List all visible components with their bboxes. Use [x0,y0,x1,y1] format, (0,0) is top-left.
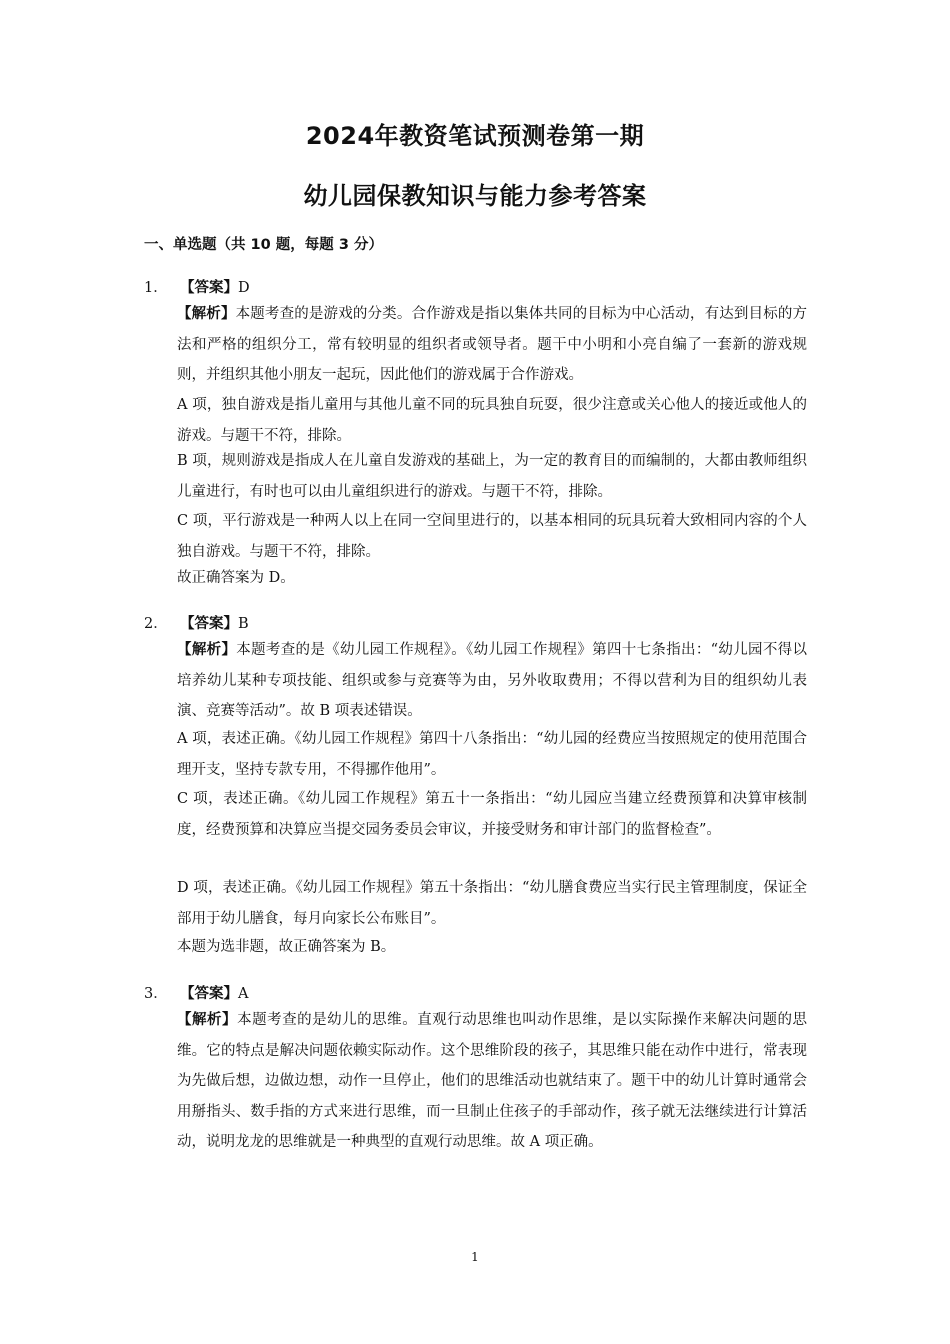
answer-line [144,276,250,297]
analysis-label: 【解析】 [177,642,237,658]
option-explanation: D 项，表述正确。《幼儿园工作规程》第五十条指出：“幼儿膳食费应当实行民主管理制度，保证全部用于幼儿膳食，每月向家长公布账目”。 [177,880,807,927]
answer-label: 【答案】 [180,280,238,296]
analysis-text: 本题考查的是《幼儿园工作规程》。《幼儿园工作规程》第四十七条指出：“幼儿园不得以培养幼儿某种专项技能、组织或参与竞赛等为由，另外收取费用；不得以营利为目的组织幼儿表演、竞赛等活动”。故 B 项表述错误。 [177,642,807,719]
document-subtitle: 幼儿园保教知识与能力参考答案 [303,182,647,210]
analysis-paragraph [177,1005,807,1158]
analysis-text: 本题考查的是游戏的分类。合作游戏是指以集体共同的目标为中心活动，有达到目标的方法和严格的组织分工，常有较明显的组织者或领导者。题干中小明和小亮自编了一套新的游戏规则，并组织其他小朋友一起玩，因此他们的游戏属于合作游戏。 [177,306,808,383]
option-explanation: B 项，规则游戏是指成人在儿童自发游戏的基础上，为一定的教育目的而编制的，大都由教师组织儿童进行，有时也可以由儿童组织进行的游戏。与题干不符，排除。 [177,453,807,500]
answer-value: B [238,616,249,632]
answer-line [144,982,248,1003]
page-number: 1 [471,1250,479,1264]
answer-label: 【答案】 [180,616,238,632]
option-explanation: C 项，表述正确。《幼儿园工作规程》第五十一条指出：“幼儿园应当建立经费预算和决算审核制度，经费预算和决算应当提交园务委员会审议，并接受财务和审计部门的监督检查”。 [177,791,807,838]
option-explanation: A 项，表述正确。《幼儿园工作规程》第四十八条指出：“幼儿园的经费应当按照规定的使用范围合理开支，坚持专款专用，不得挪作他用”。 [177,731,807,778]
analysis-label: 【解析】 [177,1012,238,1028]
question-number: 1． [144,280,168,296]
section-heading: 一、单选题（共 10 题，每题 3 分） [144,237,383,253]
option-explanation: A 项，独自游戏是指儿童用与其他儿童不同的玩具独自玩耍，很少注意或关心他人的接近或他人的游戏。与题干不符，排除。 [177,397,807,444]
answer-value: D [238,280,250,296]
analysis-label: 【解析】 [177,306,236,322]
analysis-text: 本题考查的是幼儿的思维。直观行动思维也叫动作思维，是以实际操作来解决问题的思维。它的特点是解决问题依赖实际动作。这个思维阶段的孩子，其思维只能在动作中进行，常表现为先做后想，边做边想，动作一旦停止，他们的思维活动也就结束了。题干中的幼儿计算时通常会用掰指头、数手指的方式来进行思维，而一旦制止住孩子的手部动作，孩子就无法继续进行计算活动，说明龙龙的思维就是一种典型的直观行动思维。故 A 项正确。 [177,1012,808,1150]
question-number: 2． [144,616,168,632]
question-number: 3． [144,986,168,1002]
conclusion: 本题为选非题，故正确答案为 B。 [177,939,396,955]
option-explanation: C 项，平行游戏是一种两人以上在同一空间里进行的，以基本相同的玩具玩着大致相同内容的个人独自游戏。与题干不符，排除。 [177,513,807,560]
analysis-paragraph [177,299,807,391]
answer-line [144,612,249,633]
answer-value: A [238,986,249,1002]
document-title: 2024年教资笔试预测卷第一期 [305,122,645,150]
conclusion: 故正确答案为 D。 [177,570,295,586]
answer-label: 【答案】 [180,986,238,1002]
analysis-paragraph [177,635,807,727]
